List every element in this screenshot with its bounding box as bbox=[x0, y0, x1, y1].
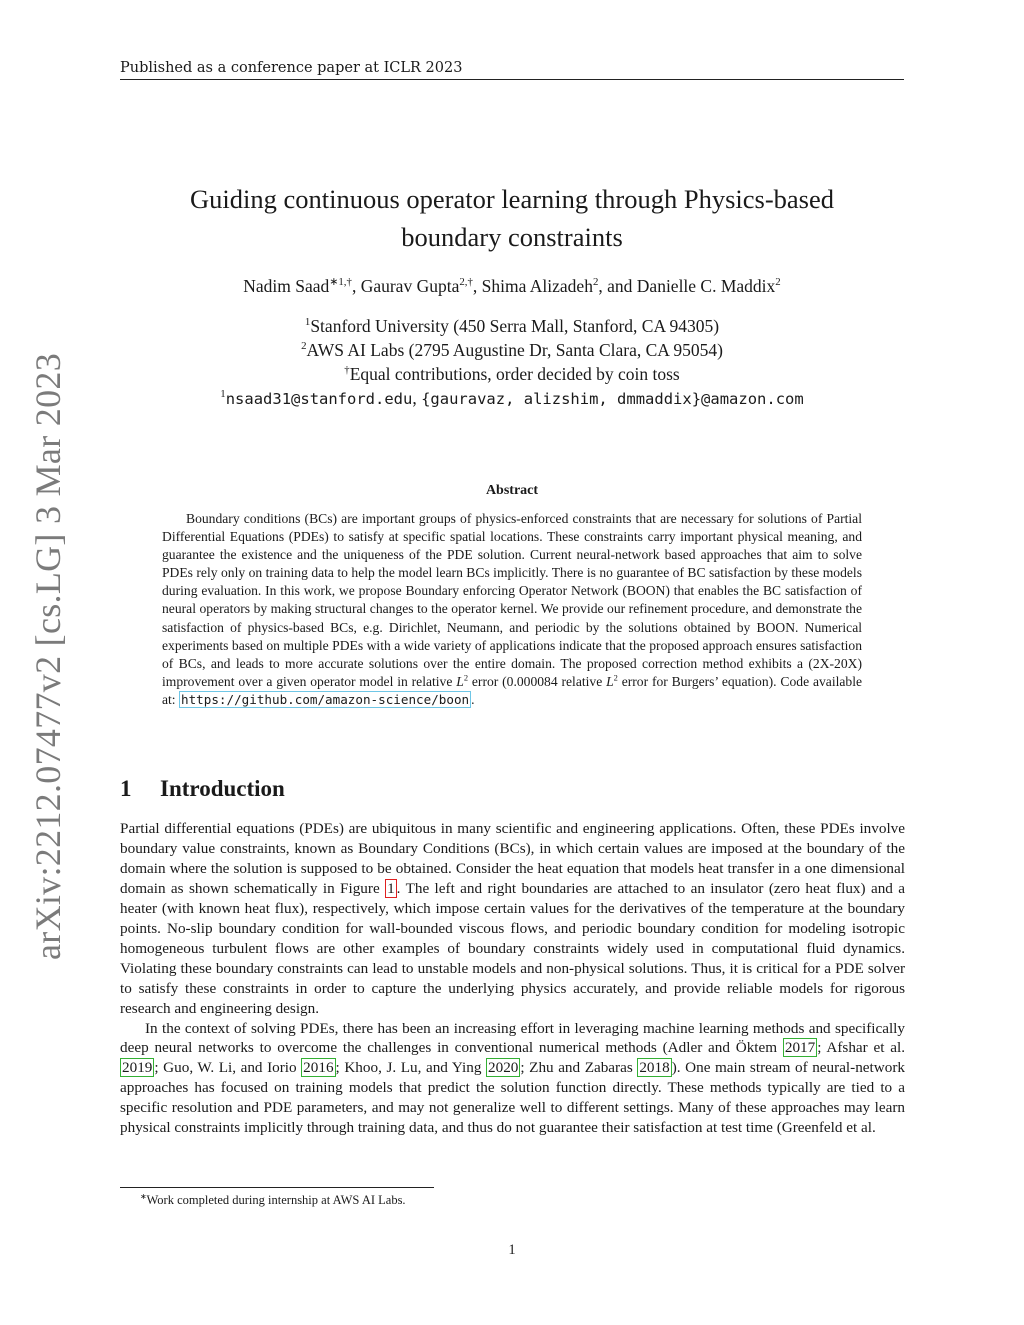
email-stanford: nsaad31@stanford.edu bbox=[225, 390, 413, 408]
footnote bbox=[140, 1193, 406, 1208]
affiliation-1 bbox=[120, 314, 904, 338]
citation-ref[interactable]: 2016 bbox=[303, 1059, 334, 1077]
citation-ref[interactable]: 2020 bbox=[488, 1059, 519, 1077]
footnote-rule bbox=[120, 1187, 434, 1188]
abstract-paragraph bbox=[162, 510, 862, 709]
l2-exponent: 2 bbox=[463, 672, 469, 683]
l2-symbol: L bbox=[456, 673, 464, 689]
email-line bbox=[120, 386, 904, 411]
intro-paragraph-2 bbox=[120, 1019, 905, 1139]
arxiv-stamp: arXiv:2212.07477v2 [cs.LG] 3 Mar 2023 bbox=[28, 353, 68, 960]
email-mark: 1 bbox=[220, 388, 226, 401]
section-number: 1 bbox=[120, 776, 132, 801]
author-3-marks: 2 bbox=[592, 276, 599, 289]
equal-contribution-mark: † bbox=[344, 364, 350, 377]
affiliations bbox=[120, 314, 904, 411]
intro-paragraph-1 bbox=[120, 819, 905, 1019]
intro-p2-text-4: ; Khoo, J. Lu, and Ying bbox=[335, 1059, 486, 1077]
affiliation-1-text: Stanford University (450 Serra Mall, Stanford, CA 94305) bbox=[310, 316, 720, 336]
affiliation-1-mark: 1 bbox=[304, 316, 311, 329]
equal-contribution-text: Equal contributions, order decided by coin toss bbox=[349, 364, 680, 384]
l2-symbol-2: L bbox=[606, 673, 614, 689]
author-2: , Gaurav Gupta bbox=[351, 276, 460, 296]
abstract-body bbox=[162, 510, 862, 709]
author-4-marks: 2 bbox=[775, 276, 781, 289]
footnote-text: Work completed during internship at AWS AI Labs. bbox=[146, 1193, 406, 1207]
affiliation-2-mark: 2 bbox=[301, 340, 307, 353]
intro-p2-text-2: ; Afshar et al. bbox=[817, 1039, 905, 1057]
abstract-heading: Abstract bbox=[485, 483, 539, 498]
intro-p2-text-5: ; Zhu and Zabaras bbox=[520, 1059, 638, 1077]
author-4: , and Danielle C. Maddix bbox=[598, 276, 776, 296]
abstract-end: . bbox=[471, 691, 475, 707]
page-number: 1 bbox=[508, 1242, 516, 1258]
section-heading bbox=[120, 776, 285, 802]
author-1-marks: ∗1,† bbox=[329, 276, 352, 289]
intro-p1-text-1: Partial differential equations (PDEs) are ubiquitous in many scientific and engineering applications. Often, these PDEs involve boundary value constraints, known as Boundary Conditions (BCs), in which certain values are imposed at the boundary of the domain where the solution is supposed to be obtained. Consider the heat equation that models heat transfer in a one dimensional domain as shown schematically in Figure bbox=[120, 820, 905, 897]
title-line-1: Guiding continuous operator learning through Physics-based bbox=[190, 184, 834, 214]
l2-exponent-2: 2 bbox=[613, 672, 618, 683]
author-list bbox=[120, 273, 904, 299]
author-3: , Shima Alizadeh bbox=[472, 276, 593, 296]
citation-ref[interactable]: 2018 bbox=[639, 1059, 670, 1077]
abstract-text-3: error for Burgers’ equation). Code available at: bbox=[162, 673, 863, 707]
email-amazon: {gauravaz, alizshim, dmmaddix}@amazon.com bbox=[421, 390, 804, 408]
abstract-text-2: error (0.000084 relative bbox=[468, 673, 607, 689]
footnote-mark: ∗ bbox=[140, 1191, 147, 1201]
intro-p2-text-1: In the context of solving PDEs, there has been an increasing effort in leveraging machine learning methods and specifically deep neural networks to overcome the challenges in conventional numerical methods (Adler and Öktem bbox=[120, 1019, 905, 1057]
affiliation-2 bbox=[120, 338, 904, 362]
intro-p2-text-6: ). One main stream of neural-network approaches has focused on training models that predict the solution function directly. These methods typically are tied to a specific resolution and PDE parameters, and may not generalize well to different settings. Many of these approaches may learn physical constraints implicitly through training data, and thus do not guarantee their satisfaction at test time (Greenfeld et al. bbox=[120, 1059, 905, 1137]
intro-p2-text-3: ; Guo, W. Li, and Iorio bbox=[154, 1059, 302, 1077]
figure-ref[interactable]: 1 bbox=[387, 879, 395, 897]
citation-ref[interactable]: 2017 bbox=[784, 1039, 816, 1057]
title-line-2: boundary constraints bbox=[401, 222, 623, 252]
equal-contribution-note bbox=[120, 362, 904, 386]
intro-p1-text-2: . The left and right boundaries are attached to an insulator (zero heat flux) and a heater (with known heat flux), respectively, which impose certain values for the derivatives of the temperature at the boundary points. No-slip boundary condition for wall-bounded viscous flows, and periodic boundary condition for modeling isotropic homogeneous turbulent flows are other examples of boundary constraints widely used in computational fluid dynamics. Violating these boundary constraints can lead to unstable models and non-physical solutions. Thus, it is critical for a PDE solver to satisfy these constraints in order to capture the underlying physics accurately, and provide reliable models for rigorous research and engineering design. bbox=[120, 879, 906, 1017]
section-title: Introduction bbox=[160, 776, 285, 801]
abstract-text-1: Boundary conditions (BCs) are important groups of physics-enforced constraints that are necessary for solutions of Partial Differential Equations (PDEs) to satisfy at specific spatial locations. These constraints carry important physical meaning, and guarantee the existence and the uniqueness of the PDE solution. Current neural-network based approaches that aim to solve PDEs rely only on training data to help the model learn BCs implicitly. There is no guarantee of BC satisfaction by these models during evaluation. In this work, we propose Boundary enforcing Operator Network (BOON) that enables the BC satisfaction of neural operators by making structural changes to the operator kernel. We provide our refinement procedure, and demonstrate the satisfaction of physics-based BCs, e.g. Dirichlet, Neumann, and periodic by the solutions obtained by BOON. Numerical experiments based on multiple PDEs with a wide variety of applications indicate that the proposed approach ensures satisfaction of BCs, and leads to more accurate solutions over the entire domain. The proposed correction method exhibits a (2X-20X) improvement over a given operator model in relative bbox=[162, 511, 862, 689]
running-head: Published as a conference paper at ICLR 2023 bbox=[120, 60, 904, 80]
affiliation-2-text: AWS AI Labs (2795 Augustine Dr, Santa Clara, CA 95054) bbox=[306, 340, 723, 360]
introduction-body bbox=[120, 819, 905, 1138]
code-link[interactable]: https://github.com/amazon-science/boon bbox=[181, 691, 470, 707]
email-separator: , bbox=[412, 388, 422, 408]
paper-title bbox=[120, 180, 904, 256]
author-2-marks: 2,† bbox=[459, 276, 473, 289]
author-1: Nadim Saad bbox=[243, 276, 330, 296]
citation-ref[interactable]: 2019 bbox=[122, 1059, 153, 1077]
